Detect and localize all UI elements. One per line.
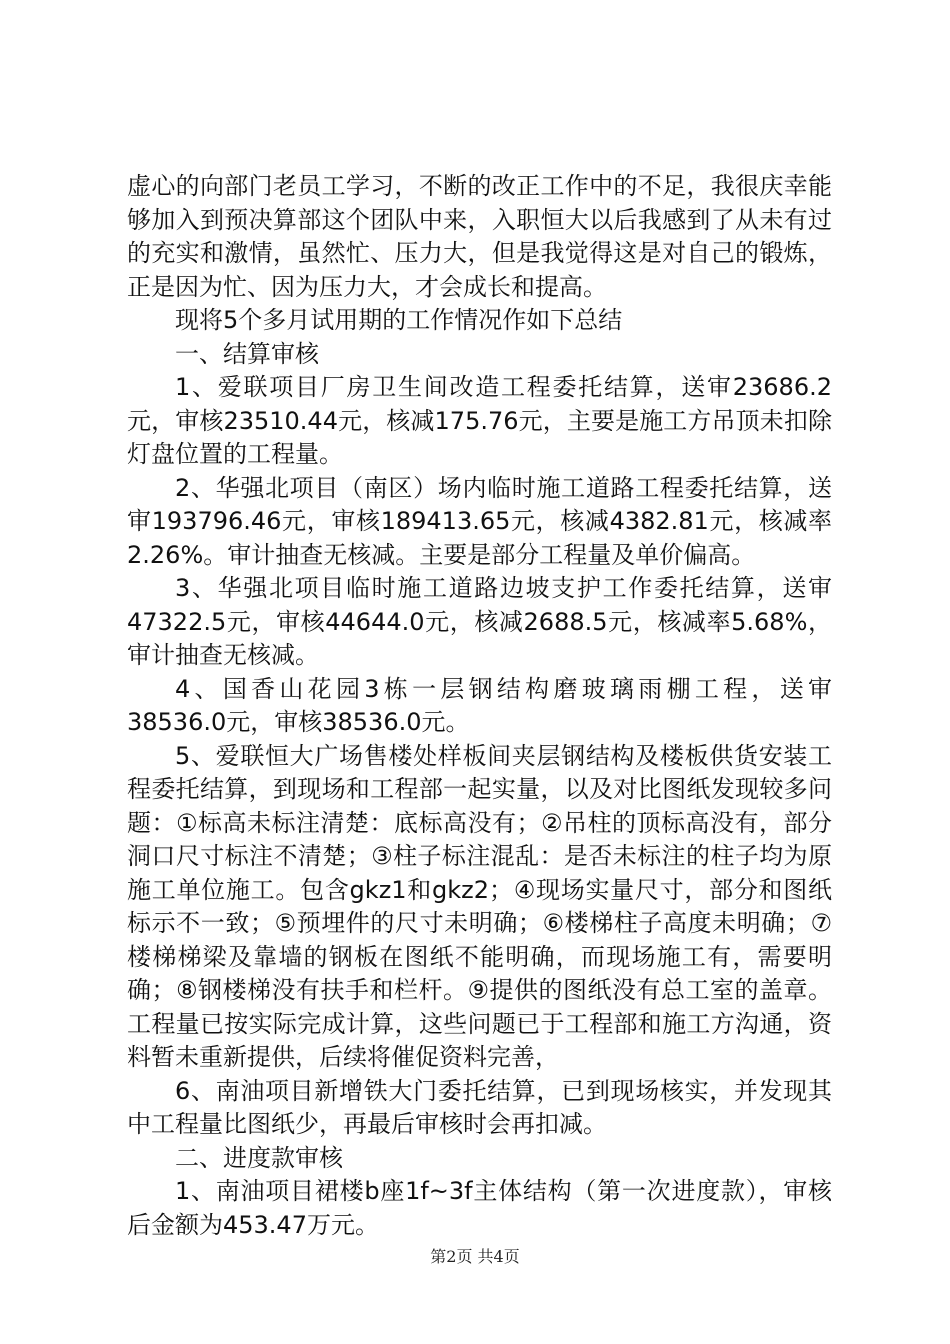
paragraph-item-5: 5、爱联恒大广场售楼处样板间夹层钢结构及楼板供货安装工程委托结算，到现场和工程部一起实量，以及对比图纸发现较多问题：①标高未标注清楚：底标高没有；②吊柱的顶标高没有，部分洞口尺寸标注不清楚；③柱子标注混乱：是否未标注的柱子均为原施工单位施工。包含gkz1和gkz2；④现场实量尺寸，部分和图纸标示不一致；⑤预埋件的尺寸未明确；⑥楼梯柱子高度未明确；⑦楼梯梯梁及靠墙的钢板在图纸不能明确，而现场施工有，需要明确；⑧钢楼梯没有扶手和栏杆。⑨提供的图纸没有总工室的盖章。工程量已按实际完成计算，这些问题已于工程部和施工方沟通，资料暂未重新提供，后续将催促资料完善， <box>127 741 832 1071</box>
page-footer: 第2页 共4页 <box>430 1247 520 1266</box>
heading-settlement-audit: 一、结算审核 <box>175 339 319 368</box>
heading-progress-payment-audit: 二、进度款审核 <box>175 1143 343 1172</box>
paragraph-progress-item-1: 1、南油项目裙楼b座1f~3f主体结构（第一次进度款），审核后金额为453.47万元。 <box>127 1177 832 1239</box>
document-body <box>127 170 832 1242</box>
paragraph-summary-lead: 现将5个多月试用期的工作情况作如下总结 <box>175 306 623 334</box>
paragraph-intro: 虚心的向部门老员工学习，不断的改正工作中的不足，我很庆幸能够加入到预决算部这个团队中来，入职恒大以后我感到了从未有过的充实和激情，虽然忙、压力大，但是我觉得这是对自己的锻炼，正是因为忙、因为压力大，才会成长和提高。 <box>127 172 832 301</box>
paragraph-item-6: 6、南油项目新增铁大门委托结算，已到现场核实，并发现其中工程量比图纸少，再最后审核时会再扣减。 <box>127 1076 832 1138</box>
paragraph-item-3: 3、华强北项目临时施工道路边坡支护工作委托结算，送审47322.5元，审核44644.0元，核减2688.5元，核减率5.68%，审计抽查无核减。 <box>127 574 832 669</box>
paragraph-item-2: 2、华强北项目（南区）场内临时施工道路工程委托结算，送审193796.46元，审核189413.65元，核减4382.81元，核减率2.26%。审计抽查无核减。主要是部分工程量及单价偏高。 <box>127 473 832 569</box>
paragraph-item-4: 4、国香山花园3栋一层钢结构磨玻璃雨棚工程，送审38536.0元，审核38536.0元。 <box>127 674 832 736</box>
paragraph-item-1: 1、爱联项目厂房卫生间改造工程委托结算，送审23686.2元，审核23510.44元，核减175.76元，主要是施工方吊顶未扣除灯盘位置的工程量。 <box>127 373 832 468</box>
